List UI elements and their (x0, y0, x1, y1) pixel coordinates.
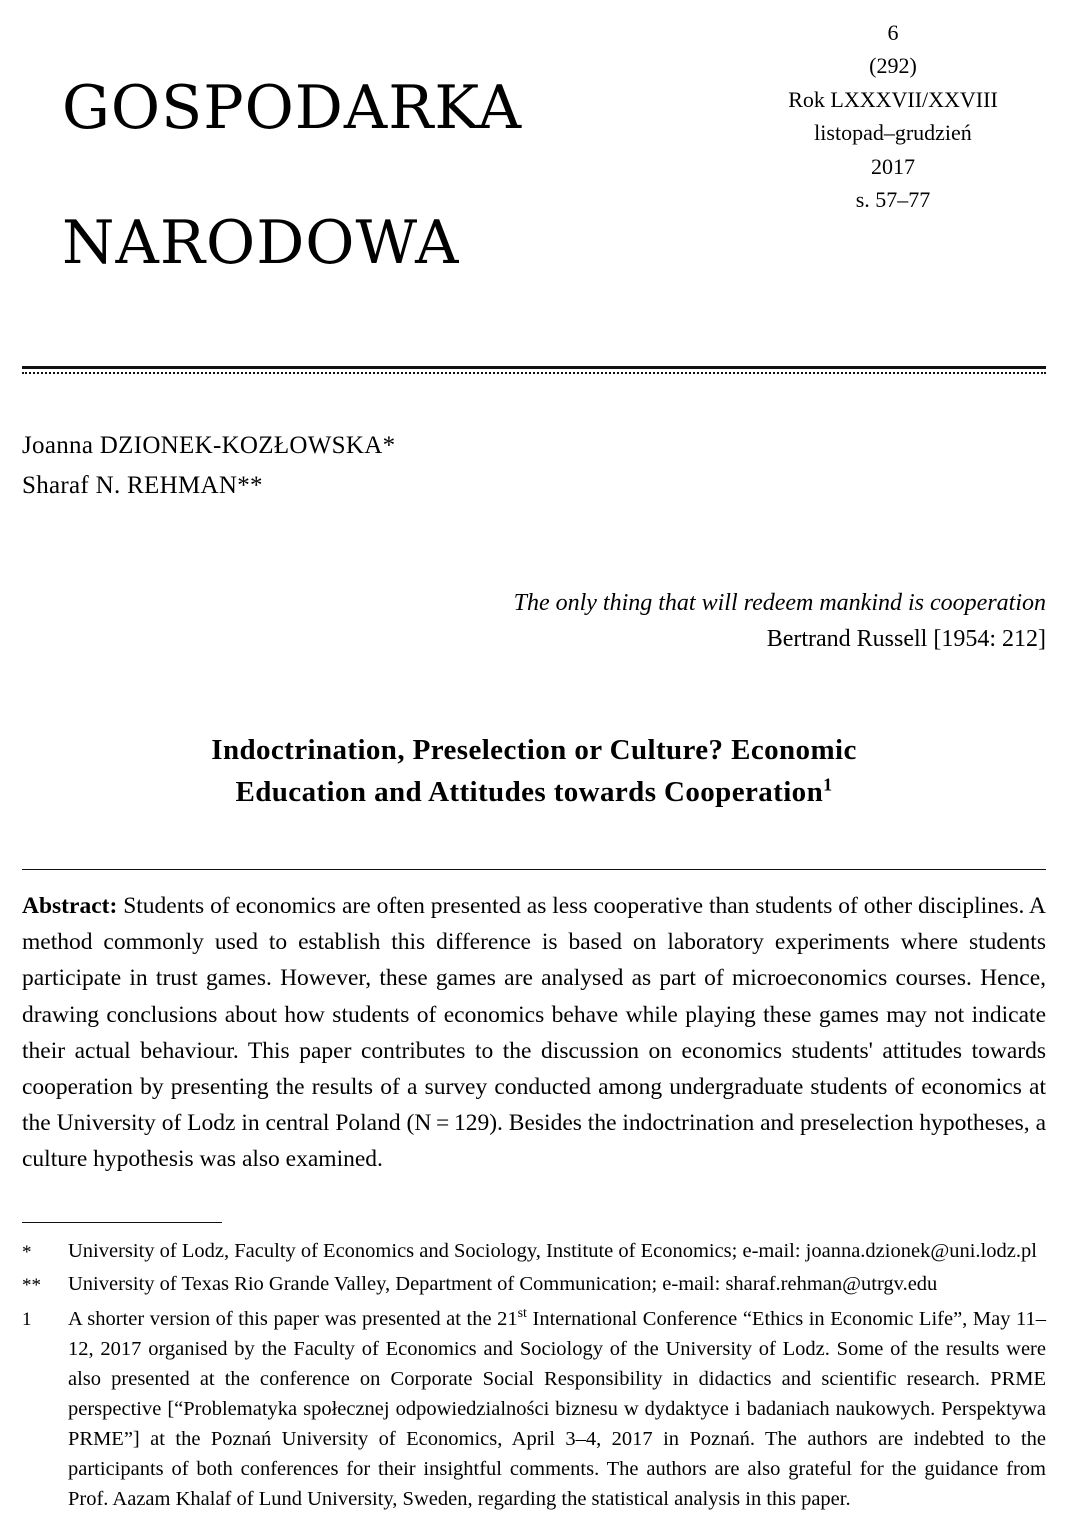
footnote-text-part-1: A shorter version of this paper was presented at the 21 (68, 1308, 518, 1331)
epigraph-source: Bertrand Russell [1954: 212] (766, 625, 1046, 652)
article-title-line-1: Indoctrination, Preselection or Culture? Economic (211, 733, 857, 766)
footnote-item (22, 1237, 1046, 1267)
issue-months: listopad–grudzień (814, 120, 972, 146)
footnote-text (68, 1304, 1046, 1514)
journal-title-line-1: GOSPODARKA (62, 73, 523, 144)
journal-title-line-2: NARODOWA (62, 207, 460, 278)
epigraph-quote: The only thing that will redeem mankind is cooperation (513, 589, 1046, 616)
issue-total-number: (292) (869, 53, 917, 79)
issue-info (758, 8, 1046, 217)
footnote-text-part-2: International Conference “Ethics in Economic Life”, May 11–12, 2017 organised by the Faculty of Economics and Sociology of the University of Lodz. Some of the results were also presented at the conference on Corporate Social Responsibility in didactics and scientific research. PRME perspective [“Problematyka społecznej odpowiedzialności biznesu w dydaktyce i badaniach naukowych. Perspektywa PRME”] at the Poznań University of Economics, April 3–4, 2017 in Poznań. The authors are indebted to the participants of both conferences for their insightful comments. The authors are also grateful for the guidance from Prof. Aazam Khalaf of Lund University, Sweden, regarding the statistical analysis in this paper. (68, 1308, 1046, 1510)
issue-number: 6 (887, 20, 899, 45)
author-list (22, 426, 1046, 507)
footnote-marker: * (22, 1241, 32, 1263)
footnote-list (22, 1237, 1046, 1515)
issue-year: 2017 (871, 153, 915, 179)
footnote-divider (22, 1222, 222, 1223)
footnote-marker: 1 (22, 1309, 32, 1331)
title-footnote-marker: 1 (823, 774, 833, 795)
author-name-1: Joanna DZIONEK-KOZŁOWSKA* (22, 431, 396, 459)
abstract-text: Students of economics are often presented as less cooperative than students of other disciplines. A method commonly used to establish this difference is based on laboratory experiments where students participate in trust games. However, these games are analysed as part of microeconomics courses. Hence, drawing conclusions about how students of economics behave while playing these games may not indicate their actual behaviour. This paper contributes to the discussion on economics students' attitudes towards cooperation by presenting the results of a survey conducted among undergraduate students of economics at the University of Lodz in central Poland (N = 129). Besides the indoctrination and preselection hypotheses, a culture hypothesis was also examined. (22, 893, 1046, 1173)
footnote-ordinal-suffix: st (517, 1306, 527, 1322)
footnote-item (22, 1270, 1046, 1300)
journal-title (22, 8, 522, 344)
footnote-text: University of Texas Rio Grande Valley, Department of Communication; e-mail: sharaf.rehman@utrgv.edu (68, 1273, 938, 1296)
page-title (60, 729, 1008, 813)
page-range: s. 57–77 (855, 187, 931, 213)
footnote-item (22, 1304, 1046, 1514)
article-title-line-2: Education and Attitudes towards Cooperation (235, 775, 824, 808)
author-name-2: Sharaf N. REHMAN** (22, 472, 263, 500)
abstract-label: Abstract: (22, 893, 118, 920)
volume-year: Rok LXXXVII/XXVIII (788, 86, 998, 112)
epigraph (22, 585, 1046, 657)
abstract-paragraph (22, 888, 1046, 1178)
abstract-divider (22, 869, 1046, 870)
footnote-marker: ** (22, 1275, 41, 1297)
masthead-divider (22, 366, 1046, 374)
footnote-text: University of Lodz, Faculty of Economics and Sociology, Institute of Economics; e-mail: joanna.dzionek@uni.lodz.pl (68, 1239, 1037, 1262)
masthead (0, 0, 1068, 344)
